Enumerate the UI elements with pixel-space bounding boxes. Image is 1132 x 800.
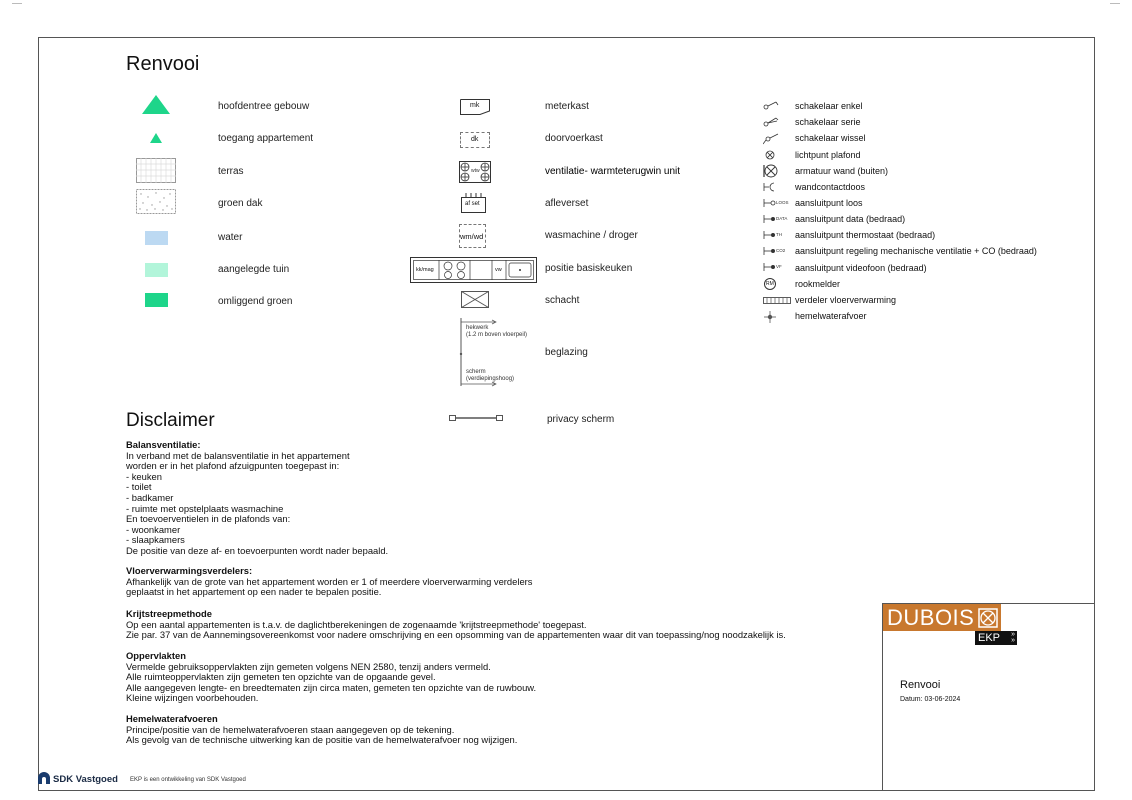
label-doorvoerkast: doorvoerkast xyxy=(545,133,603,144)
label-armatuur-wand: armatuur wand (buiten) xyxy=(795,166,889,176)
series-switch-icon xyxy=(763,116,779,128)
washer-dryer-icon: wm/wd xyxy=(459,224,486,248)
rainwater-drain-icon xyxy=(764,311,776,323)
section-line: Op een aantal appartementen is t.a.v. de daglichtberekeningen de zogenaamde 'krijtstreepmethode' toegepast. xyxy=(126,618,587,630)
empty-connection-icon: LOOS xyxy=(763,198,793,208)
glazing-note-hekwerk-height: (1.2 m boven vloerpeil) xyxy=(466,332,528,338)
label-hemelwaterafvoer: hemelwaterafvoer xyxy=(795,311,867,321)
label-schakelaar-enkel: schakelaar enkel xyxy=(795,101,863,111)
section-heading: Krijtstreepmethode xyxy=(126,608,212,619)
corner-mark-right xyxy=(1110,3,1120,4)
section-line: Kleine wijzingen voorbehouden. xyxy=(126,692,259,704)
label-lichtpunt-plafond: lichtpunt plafond xyxy=(795,150,861,160)
dubois-logo-mark-icon xyxy=(978,608,998,628)
drawing-title: Renvooi xyxy=(900,679,941,691)
section-line: Als gevolg van de technische uitwerking kan de positie van de hemelwaterafvoer nog wijzigen. xyxy=(126,734,518,746)
label-toegang: toegang appartement xyxy=(218,133,314,144)
section-heading: Oppervlakten xyxy=(126,650,186,661)
section-line: worden er in het plafond afzuigpunten toegepast in: xyxy=(126,460,340,472)
ventilation-unit-icon: wtw xyxy=(459,161,491,183)
ekp-logo xyxy=(975,631,1017,645)
label-hoofdentree: hoofdentree gebouw xyxy=(218,101,310,112)
label-groen-dak: groen dak xyxy=(218,198,263,209)
label-terras: terras xyxy=(218,166,244,177)
two-way-switch-icon xyxy=(763,133,779,145)
section-line: - ruimte met opstelplaats wasmachine xyxy=(126,502,284,514)
section-line: - toilet xyxy=(126,481,152,493)
floor-heating-distributor-icon xyxy=(763,297,791,304)
section-line: In verband met de balansventilatie in het appartement xyxy=(126,449,350,461)
disclaimer-section-vloerverwarming xyxy=(126,566,532,598)
meter-box-icon: mk xyxy=(460,99,490,115)
label-verdeler-vloerverwarming: verdeler vloerverwarming xyxy=(795,295,897,305)
privacy-screen-icon xyxy=(449,414,503,422)
label-privacy-scherm: privacy scherm xyxy=(547,414,615,425)
section-line: - slaapkamers xyxy=(126,534,185,546)
section-line: Afhankelijk van de grote van het appartement worden er 1 of meerdere vloerverwarming verdelers xyxy=(126,575,533,587)
disclaimer-title: Disclaimer xyxy=(126,410,215,431)
surrounding-green-swatch-icon xyxy=(145,293,168,307)
section-heading: Balansventilatie: xyxy=(126,439,201,450)
thermostat-connection-icon: TH xyxy=(763,230,793,240)
label-aansluitpunt-thermostaat: aansluitpunt thermostaat (bedraad) xyxy=(795,230,936,240)
single-switch-icon xyxy=(763,101,779,111)
label-aansluitpunt-data: aansluitpunt data (bedraad) xyxy=(795,214,906,224)
disclaimer-section-hemelwaterafvoeren xyxy=(126,714,517,746)
label-rookmelder: rookmelder xyxy=(795,279,841,289)
drawing-date: Datum: 03-06-2024 xyxy=(900,696,961,703)
section-line: geplaatst in het appartement op een nader te bepalen positie. xyxy=(126,586,382,598)
disclaimer-section-balansventilatie xyxy=(126,440,388,557)
section-line: - badkamer xyxy=(126,491,174,503)
disclaimer-section-oppervlakten xyxy=(126,651,536,704)
large-triangle-icon xyxy=(141,94,171,116)
terrace-grid-icon xyxy=(136,158,176,183)
water-swatch-icon xyxy=(145,231,168,245)
disclaimer-section-krijtstreep xyxy=(126,609,786,641)
wall-socket-icon xyxy=(763,182,777,192)
page-title: Renvooi xyxy=(126,53,200,75)
label-aansluitpunt-loos: aansluitpunt loos xyxy=(795,198,863,208)
section-line: Alle ruimteoppervlakten zijn gemeten ten opzichte van de opgaande gevel. xyxy=(126,671,436,683)
section-line: - keuken xyxy=(126,470,162,482)
dubois-logo-text: DUBOIS xyxy=(887,605,975,630)
label-water: water xyxy=(218,232,243,243)
label-aangelegde-tuin: aangelegde tuin xyxy=(218,264,290,275)
label-schakelaar-wissel: schakelaar wissel xyxy=(795,133,866,143)
section-line: Vermelde gebruiksoppervlakten zijn gemeten volgens NEN 2580, tenzij anders vermeld. xyxy=(126,660,491,672)
basic-kitchen-icon: kk/mag vw xyxy=(410,257,537,283)
glazing-note-scherm: scherm xyxy=(466,369,486,375)
label-wasmachine: wasmachine / droger xyxy=(545,230,638,241)
label-meterkast: meterkast xyxy=(545,101,589,112)
section-line: Zie par. 37 van de Aannemingsovereenkomst voor nadere omschrijving en een opsomming van de appartementen waar dit van toepassing/nog noodzakelijk is. xyxy=(126,629,786,641)
delivery-set-icon: af set xyxy=(461,193,486,213)
label-afleverset: afleverset xyxy=(545,198,589,209)
smoke-detector-icon: RM xyxy=(764,278,776,290)
label-aansluitpunt-co2: aansluitpunt regeling mechanische ventilatie + CO (bedraad) xyxy=(795,246,1037,256)
label-schakelaar-serie: schakelaar serie xyxy=(795,117,861,127)
videophone-connection-icon: VF xyxy=(763,262,793,272)
glazing-note-hekwerk: hekwerk xyxy=(466,325,489,331)
section-heading: Hemelwaterafvoeren xyxy=(126,713,218,724)
label-beglazing: beglazing xyxy=(545,347,588,358)
glazing-note-scherm-height: (verdiepingshoog) xyxy=(466,376,515,382)
corner-mark-left xyxy=(12,3,22,4)
label-schacht: schacht xyxy=(545,295,580,306)
section-line: - woonkamer xyxy=(126,523,181,535)
co2-connection-icon: CO2 xyxy=(763,246,793,256)
dubois-logo xyxy=(883,604,1001,631)
garden-swatch-icon xyxy=(145,263,168,277)
section-heading: Vloerverwarmingsverdelers: xyxy=(126,565,253,576)
label-wandcontactdoos: wandcontactdoos xyxy=(795,182,866,192)
shaft-icon xyxy=(461,291,489,308)
label-aansluitpunt-videofoon: aansluitpunt videofoon (bedraad) xyxy=(795,263,927,273)
green-roof-icon xyxy=(136,189,176,214)
sdk-brand: SDK Vastgoed xyxy=(53,774,118,785)
label-omliggend-groen: omliggend groen xyxy=(218,296,293,307)
sdk-logo-icon xyxy=(37,772,51,785)
section-line: De positie van deze af- en toevoerpunten wordt nader bepaald. xyxy=(126,544,389,556)
label-wtw-unit: ventilatie- warmteterugwin unit xyxy=(545,166,681,177)
label-basiskeuken: positie basiskeuken xyxy=(545,263,633,274)
through-cabinet-icon: dk xyxy=(460,132,490,148)
ekp-logo-text: EKP xyxy=(978,632,1001,644)
section-line: Alle aangegeven lengte- en breedtematen zijn circa maten, gemeten ten opzichte van de ruwbouw. xyxy=(126,681,537,693)
wall-fixture-icon xyxy=(762,164,778,178)
ceiling-light-icon xyxy=(765,150,775,160)
section-line: Principe/positie van de hemelwaterafvoeren staan aangegeven op de tekening. xyxy=(126,723,455,735)
ekp-arrows-icon: » » xyxy=(1011,631,1015,644)
section-line: En toevoerventielen in de plafonds van: xyxy=(126,513,291,525)
small-triangle-icon xyxy=(149,132,163,144)
data-connection-icon: DATA xyxy=(763,214,793,224)
footer-note: EKP is een ontwikkeling van SDK Vastgoed xyxy=(130,777,246,783)
